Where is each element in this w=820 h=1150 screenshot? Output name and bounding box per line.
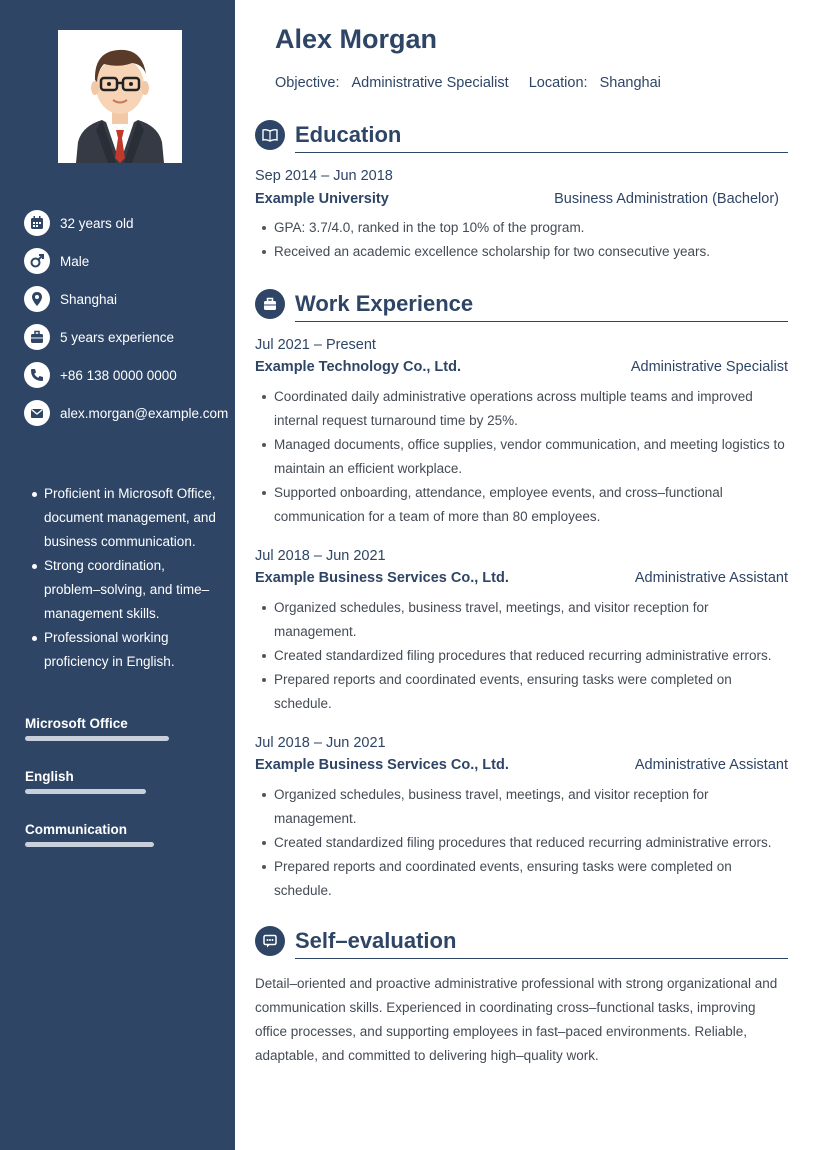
objective-label: Objective: xyxy=(275,75,340,91)
list-item: Prepared reports and coordinated events, ensuring tasks were completed on schedule. xyxy=(255,855,788,903)
company-name: Example Technology Co., Ltd. xyxy=(255,359,461,375)
education-row xyxy=(255,191,788,213)
job-date: Jul 2018 – Jun 2021 xyxy=(255,548,386,564)
location-label: Location: xyxy=(528,75,588,91)
work-section-header xyxy=(255,289,788,323)
mail-icon xyxy=(24,400,50,426)
skill-level-bar xyxy=(25,789,146,794)
info-item-gender xyxy=(24,242,228,280)
list-item: Supported onboarding, attendance, employee events, and cross–functional communication for a team of more than 80 employees. xyxy=(255,481,788,529)
info-item-experience xyxy=(24,318,228,356)
job-row xyxy=(255,570,788,592)
education-date: Sep 2014 – Jun 2018 xyxy=(255,168,393,184)
skill-level-bar xyxy=(25,842,154,847)
job-date: Jul 2018 – Jun 2021 xyxy=(255,735,386,751)
skill-summary-item: Proficient in Microsoft Office, document management, and business communication. xyxy=(30,482,220,554)
skill-communication xyxy=(25,820,220,873)
list-item: Created standardized filing procedures that reduced recurring administrative errors. xyxy=(255,831,788,855)
book-icon xyxy=(255,120,285,150)
self-evaluation-text: Detail–oriented and proactive administrative professional with strong organizational and communication skills. Experienced in coordinating cross–functional tasks, improving office processes, and supporting employees in fast–paced environments. Reliable, adaptable, and committed to delivering high–quality work. xyxy=(255,976,778,1063)
skill-track xyxy=(25,736,220,741)
calendar-icon xyxy=(24,210,50,236)
candidate-name: Alex Morgan xyxy=(275,24,438,54)
section-title: Work Experience xyxy=(295,291,474,316)
objective-value: Administrative Specialist xyxy=(351,75,509,91)
section-divider xyxy=(295,321,788,322)
briefcase-icon xyxy=(24,324,50,350)
job-date: Jul 2021 – Present xyxy=(255,337,376,353)
skill-summary-item: Professional working proficiency in English. xyxy=(30,626,220,674)
list-item: GPA: 3.7/4.0, ranked in the top 10% of the program. xyxy=(255,216,788,240)
job-role: Administrative Specialist xyxy=(630,359,788,375)
section-title: Education xyxy=(295,122,402,147)
list-item: Created standardized filing procedures that reduced recurring administrative errors. xyxy=(255,644,788,668)
job-role: Administrative Assistant xyxy=(634,757,788,773)
company-name: Example Business Services Co., Ltd. xyxy=(255,570,509,586)
info-item-city xyxy=(24,280,228,318)
info-text: 5 years experience xyxy=(60,329,175,345)
info-text: alex.morgan@example.com xyxy=(60,405,229,421)
section-title: Self–evaluation xyxy=(295,928,457,953)
self-evaluation-section-header xyxy=(255,926,788,960)
skill-english xyxy=(25,767,220,820)
objective-line xyxy=(275,75,661,91)
job-bullets xyxy=(255,596,788,716)
info-item-phone xyxy=(24,356,228,394)
skill-summary-item: Strong coordination, problem–solving, and time–management skills. xyxy=(30,554,220,626)
major: Business Administration (Bachelor) xyxy=(554,191,779,207)
school-name: Example University xyxy=(255,191,389,207)
skill-name: Microsoft Office xyxy=(25,716,128,731)
skill-level-bar xyxy=(25,736,169,741)
phone-icon xyxy=(24,362,50,388)
location-value: Shanghai xyxy=(599,75,661,91)
skill-name: English xyxy=(25,769,74,784)
skill-track xyxy=(25,842,220,847)
list-item: Organized schedules, business travel, meetings, and visitor reception for management. xyxy=(255,596,788,644)
list-item: Received an academic excellence scholarship for two consecutive years. xyxy=(255,240,788,264)
chat-bubble-icon xyxy=(255,926,285,956)
list-item: Organized schedules, business travel, meetings, and visitor reception for management. xyxy=(255,783,788,831)
avatar xyxy=(58,30,182,163)
skill-track xyxy=(25,789,220,794)
job-row xyxy=(255,757,788,779)
section-divider xyxy=(295,152,788,153)
info-text: 32 years old xyxy=(60,215,134,231)
skill-name: Communication xyxy=(25,822,128,837)
info-item-age xyxy=(24,204,228,242)
info-text: Male xyxy=(60,253,90,269)
skills-summary-list xyxy=(30,482,220,674)
company-name: Example Business Services Co., Ltd. xyxy=(255,757,509,773)
education-section-header xyxy=(255,120,788,154)
list-item: Managed documents, office supplies, vendor communication, and meeting logistics to maintain an efficient workplace. xyxy=(255,433,788,481)
info-item-email xyxy=(24,394,228,432)
skill-microsoft-office xyxy=(25,714,220,767)
job-bullets xyxy=(255,783,788,903)
info-text: +86 138 0000 0000 xyxy=(60,367,177,383)
skill-bars xyxy=(25,714,220,873)
job-bullets xyxy=(255,385,788,529)
education-bullets xyxy=(255,216,788,264)
list-item: Prepared reports and coordinated events, ensuring tasks were completed on schedule. xyxy=(255,668,788,716)
male-icon xyxy=(24,248,50,274)
list-item: Coordinated daily administrative operations across multiple teams and improved internal request turnaround time by 25%. xyxy=(255,385,788,433)
briefcase-icon xyxy=(255,289,285,319)
location-pin-icon xyxy=(24,286,50,312)
sidebar xyxy=(0,0,235,1150)
info-text: Shanghai xyxy=(60,291,118,307)
job-row xyxy=(255,359,788,381)
section-divider xyxy=(295,958,788,959)
personal-info-list xyxy=(24,204,228,432)
job-role: Administrative Assistant xyxy=(634,570,788,586)
